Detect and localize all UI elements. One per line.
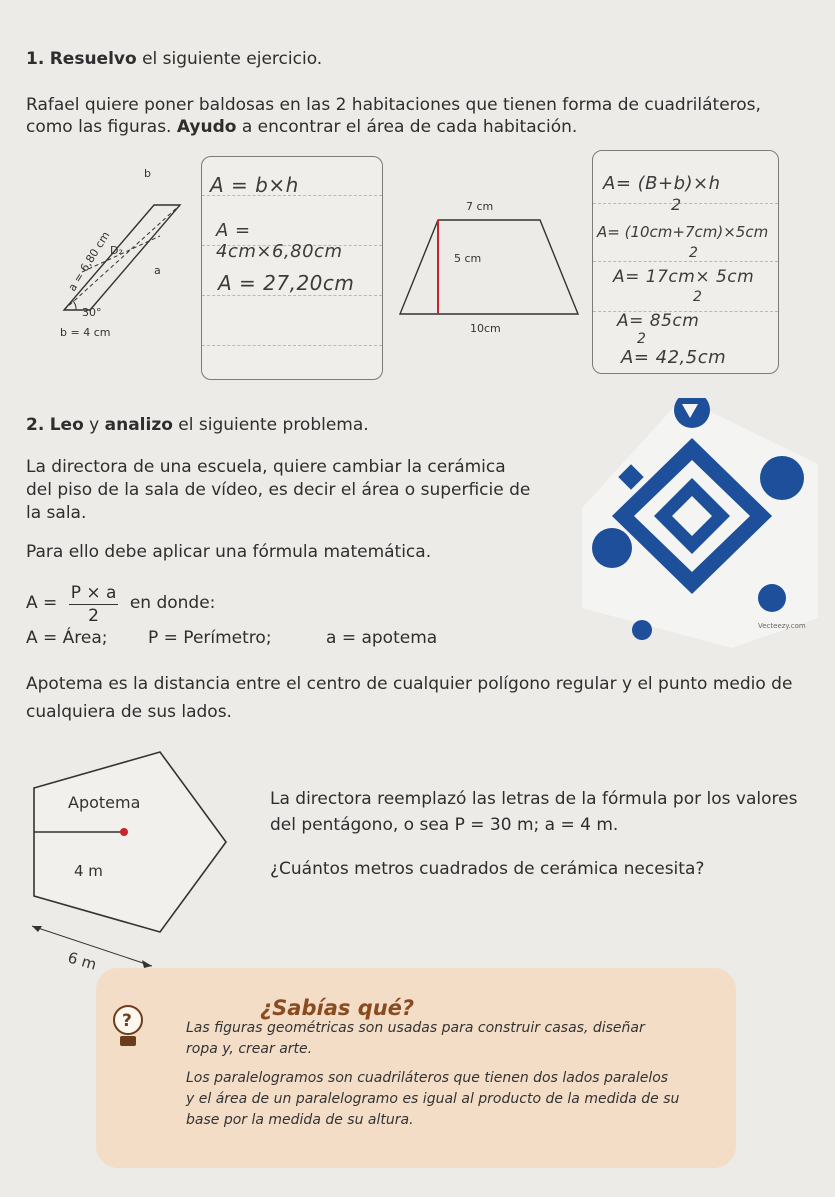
exercise-2-text: La directora de una escuela, quiere cambiar la cerámica del piso de la sala de vídeo, es decir el área o superficie de la sala.: [26, 457, 531, 523]
def-apothem: a = apotema: [326, 628, 438, 648]
work1-line-1: A = b×h: [210, 173, 299, 197]
def-area: A = Área;: [26, 628, 108, 648]
work2-line-2: A= (10cm+7cm)×5cm: [597, 223, 769, 241]
label-top: 7 cm: [466, 200, 494, 213]
parallelogram-figure: [50, 160, 200, 350]
lightbulb-icon: [110, 1004, 146, 1050]
work2-line-5: A= 42,5cm: [621, 347, 727, 368]
pentagon-figure: [26, 746, 246, 976]
label-b-top: b: [144, 167, 151, 180]
problem-text: La directora reemplazó las letras de la fórmula por los valores del pentágono, o sea P = 30 m; a = 4 m.: [270, 789, 798, 835]
def-perimeter: P = Perímetro;: [148, 628, 272, 648]
work2-line-3-den: 2: [693, 289, 703, 305]
exercise-1-text: Rafael quiere poner baldosas en las 2 habitaciones que tienen forma de cuadriláteros, como las figuras. Ayudo a encontrar el área de cada habitación.: [26, 95, 761, 137]
ceramic-tile-image: [582, 398, 818, 648]
label-a: a: [154, 264, 161, 277]
label-angle: 30°: [82, 306, 102, 319]
label-base: b = 4 cm: [60, 326, 111, 339]
work2-line-1: A= (B+b)×h: [603, 173, 721, 194]
work1-line-2: A = 4cm×6,80cm: [216, 220, 343, 262]
trapezoid-figure: [398, 196, 588, 341]
work2-line-2-den: 2: [689, 245, 699, 261]
formula: A = $\frac{P \times a}{2}$ en donde:: [26, 583, 216, 626]
work2-line-3: A= 17cm× 5cm: [613, 267, 755, 287]
work2-line-1-den: 2: [671, 195, 682, 214]
label-apothem: Apotema: [68, 793, 141, 812]
label-side-value: 6 m: [65, 948, 99, 974]
fact-title: ¿Sabías qué?: [260, 996, 415, 1020]
label-side-a: a = 6,80 cm: [65, 229, 113, 294]
work-box-2: [592, 150, 779, 374]
formula-intro: Para ello debe aplicar una fórmula matemática.: [26, 542, 432, 562]
exercise-1-heading: 1. Resuelvo el siguiente ejercicio.: [26, 49, 323, 69]
label-d2: D₂: [110, 244, 123, 257]
apothem-definition: Apotema es la distancia entre el centro de cualquier polígono regular y el punto medio de cualquiera de sus lados.: [26, 674, 793, 722]
work-box-1: [201, 156, 383, 380]
work1-line-3: A = 27,20cm: [218, 271, 355, 295]
label-base: 10cm: [470, 322, 501, 335]
work2-line-4-den: 2: [637, 331, 647, 347]
label-height: 5 cm: [454, 252, 482, 265]
problem-question: ¿Cuántos metros cuadrados de cerámica necesita?: [270, 859, 705, 879]
work2-line-4: A= 85cm: [617, 311, 700, 331]
tile-watermark: Vecteezy.com: [758, 622, 806, 630]
label-apothem-value: 4 m: [74, 862, 103, 880]
fact-text: Las figuras geométricas son usadas para construir casas, diseñar ropa y, crear arte. Los paralelogramos son cuadriláteros que tienen dos lados paralelos y el área de un paralelogramo es igual al producto de la medida de su base por la medida de su altura.: [186, 1020, 680, 1128]
exercise-2-heading: 2. Leo y analizo el siguiente problema.: [26, 415, 369, 435]
svg-text:?: ?: [122, 1011, 132, 1031]
